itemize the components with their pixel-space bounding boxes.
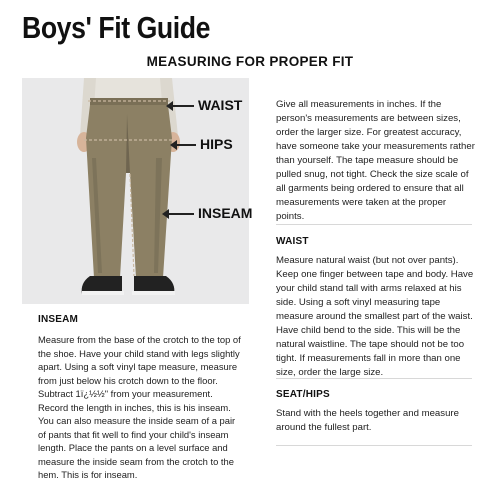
intro-paragraph: Give all measurements in inches. If the person's measurements are between sizes, order the larger size. For greatest accuracy, have someone take your measurements rather than yourself. The tape measure should be pulled snug, not tight. Check the size scale of all garments being ordered to ensure that all measurements were taken at the proper points. (276, 99, 475, 222)
seat-hips-paragraph: Stand with the heels together and measure around the fullest part. (276, 408, 459, 433)
waist-paragraph: Measure natural waist (but not over pants). Keep one finger between tape and body. Have your child stand tall with arms relaxed at his side. Using a soft vinyl measuring tape measure around the smallest part of the waist. Have child bend to the side. This will be the natural waistline. The tape should not be too tight. If measurements fall in more than one size, order the large size. (276, 255, 474, 378)
waist-arrow (172, 105, 194, 107)
inseam-paragraph: Measure from the base of the crotch to the top of the shoe. Have your child stand with legs slightly apart. Using a soft vinyl tape measure, measure from just below his crotch down to the floor. Subtract 1ï¿½½" from your measurement. Record the length in inches, this is his inseam. You can also measure the inside seam of a pair of pants that fit well to find your child's inseam length. Place the pants on a level surface and measure the inside seam from the crotch to the hem. This is for inseam. (38, 334, 241, 480)
page-subtitle: MEASURING FOR PROPER FIT (146, 54, 354, 69)
divider-1 (276, 224, 472, 225)
hips-arrow (176, 144, 196, 146)
inseam-arrow (168, 213, 194, 215)
page-title: Boys' Fit Guide (22, 10, 211, 45)
divider-2 (276, 378, 472, 379)
seat-hips-heading: SEAT/HIPS (276, 389, 330, 400)
inseam-heading: INSEAM (38, 314, 79, 325)
hips-callout: HIPS (200, 136, 233, 152)
inseam-callout: INSEAM (198, 205, 253, 221)
waist-heading: WAIST (276, 236, 309, 247)
waist-callout: WAIST (198, 97, 243, 113)
divider-3 (276, 445, 472, 446)
